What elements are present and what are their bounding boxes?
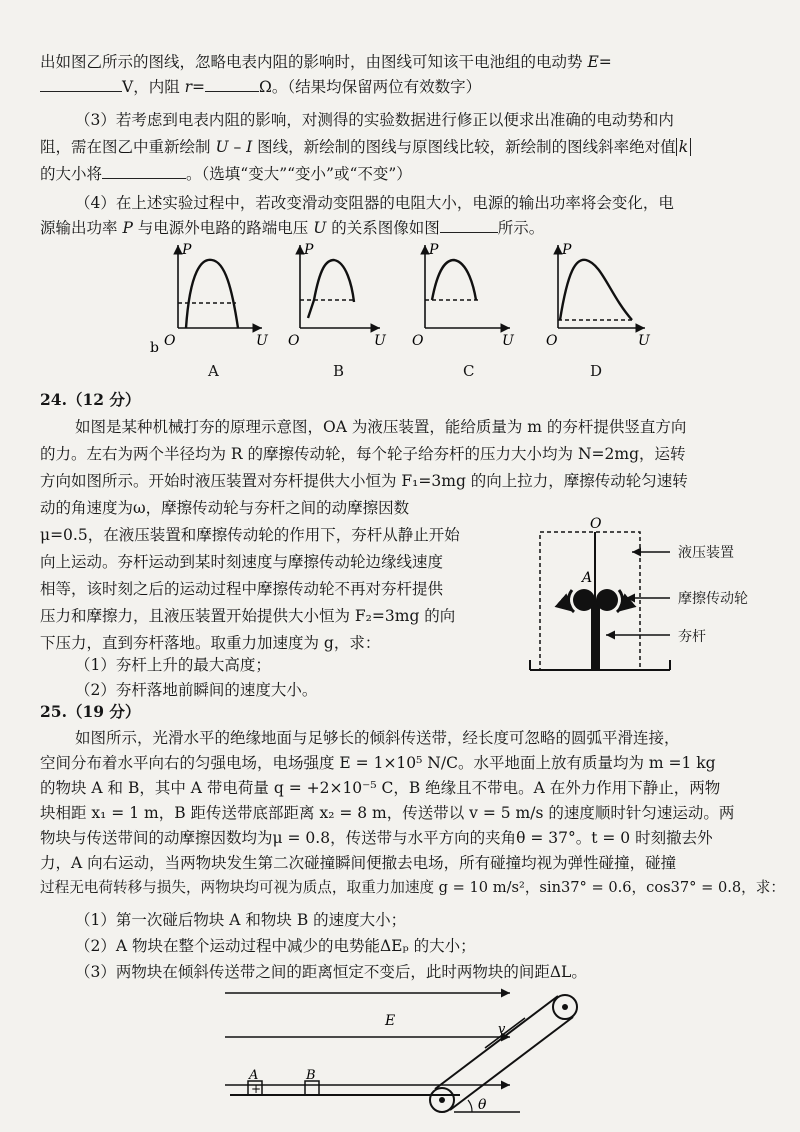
q23-line4: 阻，需在图乙中重新绘制 U – I 图线，新绘制的图线与原图线比较，新绘制的图线斜率绝对值 k	[40, 137, 778, 157]
q23-line2: V，内阻 r= Ω。（结果均保留两位有效数字）	[40, 77, 778, 97]
conveyor-diagram	[210, 985, 610, 1130]
answer-blank-graph[interactable]	[440, 218, 498, 233]
q25-line: 空间分布着水平向右的匀强电场，电场强度 E = 1×10⁵ N/C。水平地面上放有质量均为 m =1 kg	[40, 754, 716, 772]
svg-text:U: U	[256, 333, 268, 349]
q24-line: 的力。左右为两个半径均为 R 的摩擦传动轮，每个轮子给夯杆的压力大小均为 N=2mg，运转	[40, 445, 686, 463]
answer-blank-emf[interactable]	[40, 77, 122, 92]
svg-text:P: P	[429, 242, 439, 258]
q25-sub1: （1）第一次碰后物块 A 和物块 B 的速度大小；	[75, 911, 407, 929]
q25-sub2: （2）A 物块在整个运动过程中减少的电势能ΔEₚ 的大小；	[75, 937, 476, 955]
answer-blank-r[interactable]	[205, 77, 259, 92]
q25-line: 力，A 向右运动，当两物块发生第二次碰撞瞬间便撤去电场，所有碰撞均视为弹性碰撞，碰撞	[40, 854, 677, 872]
svg-text:E: E	[385, 1013, 396, 1029]
q24-line: 如图是某种机械打夯的原理示意图，OA 为液压装置，能给质量为 m 的夯杆提供竖直方向	[75, 418, 687, 436]
pu-graphs	[140, 240, 660, 355]
svg-text:+: +	[251, 1082, 262, 1096]
label-rod: 夯杆	[678, 629, 706, 645]
svg-text:U: U	[638, 333, 650, 349]
graph-label-c: C	[463, 362, 475, 380]
svg-text:P: P	[562, 242, 572, 258]
q24-line: 动的角速度为ω，摩擦传动轮与夯杆之间的动摩擦因数	[40, 499, 410, 517]
q25-sub3: （3）两物块在倾斜传送带之间的距离恒定不变后，此时两物块的间距ΔL。	[75, 963, 587, 981]
svg-text:A: A	[582, 570, 593, 586]
q24-sub1: （1）夯杆上升的最大高度；	[75, 656, 271, 674]
q24-line: 压力和摩擦力，且液压装置开始提供大小恒为 F₂=3mg 的向	[40, 607, 456, 625]
svg-text:P: P	[182, 242, 192, 258]
label-wheel: 摩擦传动轮	[678, 591, 748, 607]
q24-line: 向上运动。夯杆运动到某时刻速度与摩擦传动轮边缘线速度	[40, 553, 444, 571]
q23-line5: 的大小将 。（选填“变大”“变小”或“不变”）	[40, 165, 412, 183]
tamping-rod	[591, 600, 600, 670]
svg-text:θ: θ	[478, 1097, 487, 1113]
q23-line3: （3）若考虑到电表内阻的影响，对测得的实验数据进行修正以便求出准确的电动势和内	[75, 111, 674, 129]
svg-text:O: O	[164, 333, 176, 349]
svg-text:A: A	[249, 1068, 259, 1083]
label-hydraulic: 液压装置	[678, 545, 734, 561]
q25-line: 过程无电荷转移与损失，两物块均可视为质点，取重力加速度 g = 10 m/s²，sin37° = 0.6，cos37° = 0.8，求：	[40, 879, 785, 896]
q25-line: 物块与传送带间的动摩擦因数均为μ = 0.8，传送带与水平方向的夹角θ = 37°。t = 0 时刻撤去外	[40, 829, 713, 847]
q24-line: 方向如图所示。开始时液压装置对夯杆提供大小恒为 F₁=3mg 的向上拉力，摩擦传动轮匀速转	[40, 472, 688, 490]
svg-text:O: O	[590, 516, 602, 532]
graph-label-b: B	[333, 362, 345, 380]
q24-line: 相等，该时刻之后的运动过程中摩擦传动轮不再对夯杆提供	[40, 580, 444, 598]
svg-text:U: U	[374, 333, 386, 349]
q23-line7: 源输出功率 P 与电源外电路的路端电压 U 的关系图像如图 所示。	[40, 219, 545, 237]
q25-line: 如图所示，光滑水平的绝缘地面与足够长的倾斜传送带，经长度可忽略的圆弧平滑连接，	[75, 729, 680, 747]
answer-blank-slope[interactable]	[102, 164, 186, 179]
q24-title: 24.（12 分）	[40, 390, 141, 409]
q23-line1: 出如图乙所示的图线，忽略电表内阻的影响时，由图线可知该干电池组的电动势 E=	[40, 53, 612, 71]
block-b	[305, 1081, 319, 1095]
q24-line: μ=0.5，在液压装置和摩擦传动轮的作用下，夯杆从静止开始	[40, 526, 460, 544]
q25-title: 25.（19 分）	[40, 702, 141, 721]
svg-text:P: P	[304, 242, 314, 258]
svg-text:O: O	[412, 333, 424, 349]
svg-text:b: b	[150, 340, 159, 355]
svg-text:B: B	[306, 1068, 316, 1083]
q24-sub2: （2）夯杆落地前瞬间的速度大小。	[75, 681, 318, 699]
tamping-diagram	[520, 510, 690, 680]
svg-text:v: v	[498, 1022, 506, 1037]
svg-text:U: U	[502, 333, 514, 349]
svg-text:O: O	[546, 333, 558, 349]
q25-line: 的物块 A 和 B，其中 A 带电荷量 q = +2×10⁻⁵ C，B 绝缘且不带电。A 在外力作用下静止，两物	[40, 779, 721, 797]
svg-text:O: O	[288, 333, 300, 349]
graph-label-a: A	[208, 362, 219, 380]
q23-line6: （4）在上述实验过程中，若改变滑动变阻器的电阻大小，电源的输出功率将会变化，电	[75, 194, 674, 212]
q25-line: 块相距 x₁ = 1 m，B 距传送带底部距离 x₂ = 8 m，传送带以 v = 5 m/s 的速度顺时针匀速运动。两	[40, 804, 735, 822]
graph-label-d: D	[590, 362, 603, 380]
q24-line: 下压力，直到夯杆落地。取重力加速度为 g，求：	[40, 634, 381, 652]
